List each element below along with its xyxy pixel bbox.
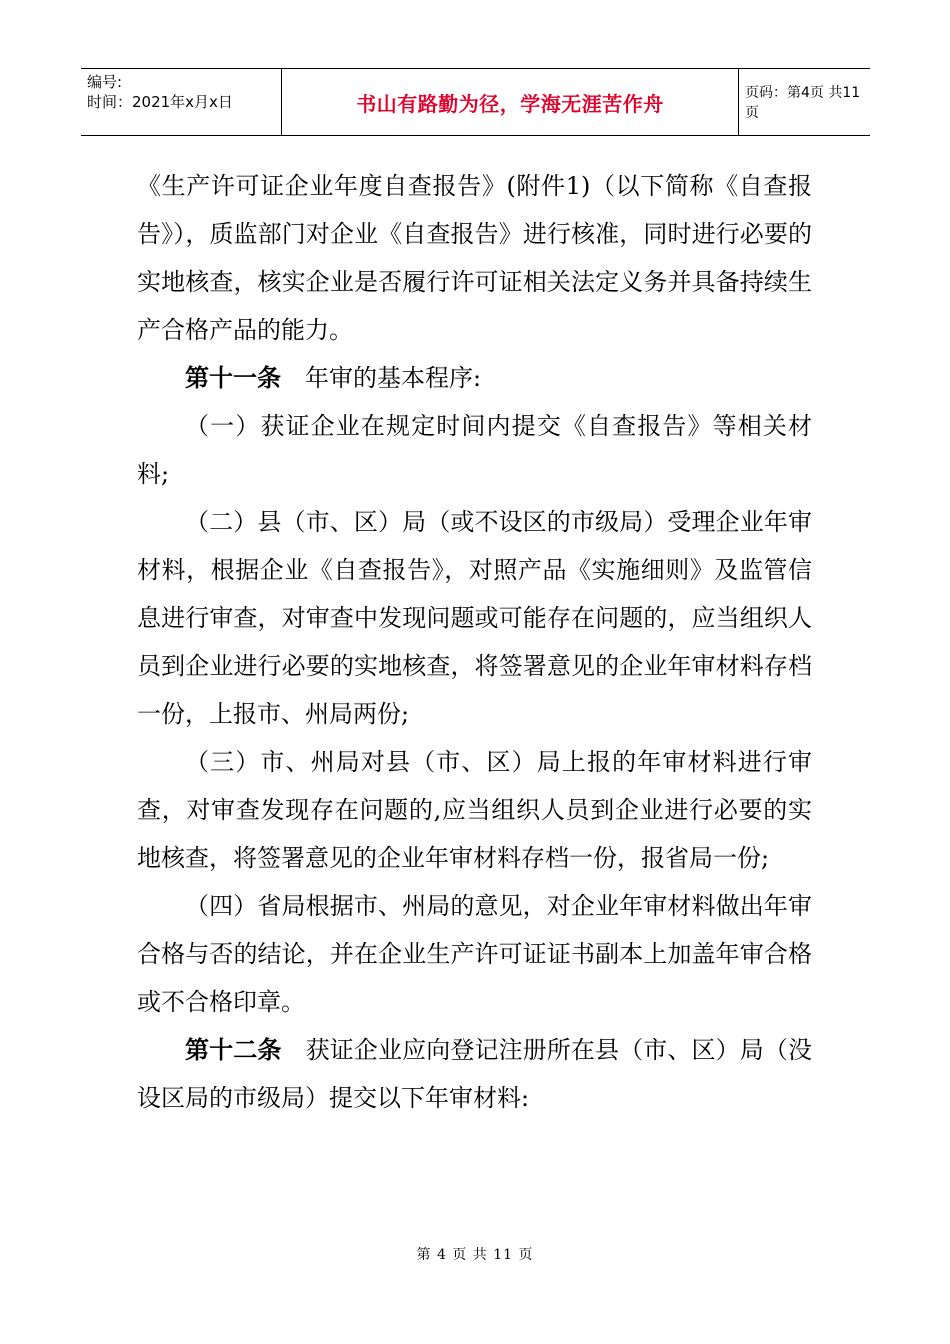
header-page-info: 页码：第4页 共11页	[745, 85, 861, 121]
header-motto-cell	[282, 69, 739, 135]
header-meta	[81, 69, 282, 135]
motto: 书山有路勤为径，学海无涯苦作舟	[356, 91, 664, 116]
article-11-title: 第十一条	[185, 363, 281, 392]
paragraph-item-3: （三）市、州局对县（市、区）局上报的年审材料进行审查，对审查发现存在问题的,应当组织人员到企业进行必要的实地核查，将签署意见的企业年审材料存档一份，报省局一份;	[137, 748, 812, 872]
paragraph-item-4: （四）省局根据市、州局的意见，对企业年审材料做出年审合格与否的结论，并在企业生产许可证证书副本上加盖年审合格或不合格印章。	[137, 892, 812, 1016]
article-12-title: 第十二条	[185, 1035, 282, 1064]
time-label: 时间：2021年x月x日	[87, 93, 233, 111]
article-12-text: 获证企业应向登记注册所在县（市、区）局（没设区局的市级局）提交以下年审材料:	[137, 1036, 813, 1112]
article-11-text: 年审的基本程序:	[281, 364, 482, 392]
article-11	[137, 354, 812, 402]
paragraph-item-2: （二）县（市、区）局（或不设区的市级局）受理企业年审材料，根据企业《自查报告》，对照产品《实施细则》及监管信息进行审查，对审查中发现问题或可能存在问题的，应当组织人员到企业进行必要的实地核查，将签署意见的企业年审材料存档一份，上报市、州局两份;	[137, 508, 812, 728]
paragraph-item-1: （一）获证企业在规定时间内提交《自查报告》等相关材料;	[137, 412, 812, 488]
page-footer: 第 4 页 共 11 页	[416, 1247, 534, 1263]
paragraph-1: 《生产许可证企业年度自查报告》(附件1)（以下简称《自查报告》），质监部门对企业《自查报告》进行核准，同时进行必要的实地核查，核实企业是否履行许可证相关法定义务并具备持续生产合格产品的能力。	[137, 172, 812, 344]
document-header	[81, 68, 870, 136]
article-12	[137, 1026, 812, 1122]
document-body	[137, 162, 812, 1122]
number-label: 编号:	[87, 73, 123, 91]
